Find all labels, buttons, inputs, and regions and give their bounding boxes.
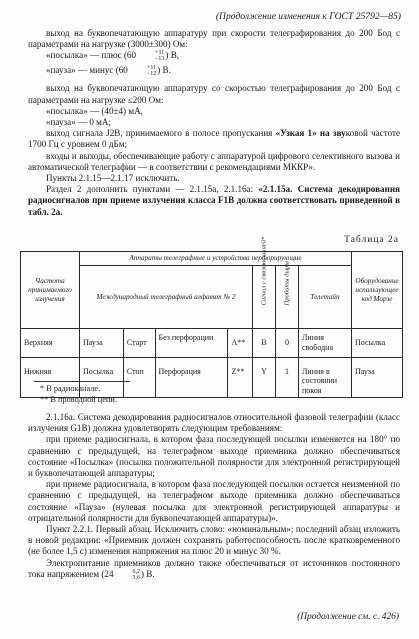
footnotes [40,384,117,405]
table-row [21,329,403,358]
tolerance: +11 −12 [146,65,157,78]
cell: B [253,329,276,358]
cell-frequency: Нижняя [21,357,80,398]
paragraph: Электропитание приемников должно также обеспечиваться от источников постоянного тока напряжением (24 6,2 3,6 ) В. [28,557,400,581]
cell: Старт [123,329,155,358]
paragraph: «пауза» — 0 мА; [46,117,112,128]
cell: Посылка [352,329,403,358]
paragraph: Раздел 2 дополнить пунктами — 2.1.15а, 2.1.16а: «2.1.15а. Система декодирования радиосигналов при приеме излучения класса F1B должна соответствовать приведенной в табл. 2а. [28,184,400,217]
paragraph: выход сигнала J2B, принимаемого в полосе пропускания «Узкая 1» на звуковой частоте 1700 Гц с уровнем 0 дБм; [28,128,401,150]
header-apparatus: Аппараты телеграфные и устройства перфорирующие [80,252,352,266]
paragraph: при приеме радиосигнала, в котором фаза последующей посылки остается неизменной по сравнению с предыдущей, на телеграфном выходе приемника должно обеспечиваться состояние «Пауза» (нулевая посылка для электронной регистрирующей аппаратуры и отрицательной полярности для буквопечатающей аппаратуры)». [28,479,400,523]
paragraph: входы и выходы, обеспечивающие работу с аппаратурой цифрового селективного вызова и автоматической телеграфии — в соответствии с рекомендациями МККР». [28,150,400,172]
paragraph: Пункт 2.2.1. Первый абзац. Исключить слово: «номинальным»; последний абзац изложить в новой редакции: «Приемник должен сохранять работоспособность после кратковременного (не более 1,5 с) изменения напряжения на плюс 20 и минус 30 %. [28,524,400,557]
footnote-divider [34,381,130,382]
cell: Z** [228,357,253,398]
tolerance: 6,2 3,6 [132,568,140,581]
cell: A** [228,329,253,358]
cell: Без перфорации [155,329,228,358]
cell-frequency: Верхняя [21,329,80,358]
paragraph: при приеме радиосигнала, в котором фаза последующей посылки изменяется на 180° по сравнению с предыдущей, на телеграфном выходе приемника должно обеспечиваться состояние «Посылка» (посылка положительной полярности для электронной регистрирующей и буквопечатающей аппаратуры; [28,434,400,479]
header-perforation: Пробиты дыры [276,266,299,329]
header-intl-alphabet: Международный телеграфный алфавит № 2 [80,266,253,329]
table-title: Таблица 2а [344,235,399,245]
footnote: * В радиоканале. [40,384,101,393]
header-morse: Оборудование использующее код Морзе [352,252,403,329]
header-frequency: Частота принимаемого излучения [21,252,80,329]
cell: Посылка [80,357,124,398]
body-block [28,412,400,581]
cell: Y [253,357,276,398]
tolerance: +11 −13 [155,50,165,63]
table-header-row [21,252,403,266]
paragraph: «посылка» — (40±4) мА, [46,105,143,116]
cell: Стоп [123,357,155,398]
header-teletype: Телетайп [299,266,352,329]
cell: Пауза [80,329,124,358]
paragraph: выход на буквопечатающую аппаратуру при скорости телеграфирования до 200 Бод с параметрами на нагрузке (3000±300) Ом: [28,28,400,50]
paragraph: 2.1.16а. Система декодирования радиосигналов относительной фазовой телеграфии (класс излучения G1B) должна удовлетворять следующим требованиям: [28,412,400,434]
intro-block [28,28,400,218]
paragraph: Пункты 2.1.15—2.1.17 исключить. [46,173,180,184]
cell: Перфорация [155,357,228,398]
header-signal: Сигнал с связью линией* [253,266,276,329]
cell: 1 [276,357,299,398]
footnote: ** В проводной цепи. [40,394,117,404]
cell: Линия в состоянии покоя [299,357,352,398]
positive-signal-line: «посылка» — плюс (60 +11 −13 ) В, [46,50,180,63]
page-header: (Продолжение изменения к ГОСТ 25792—85) [215,11,401,22]
cell: Пауза [352,357,403,398]
negative-signal-line: «пауза» — минус (60 +11 −12 ) В. [46,65,171,78]
page-footer: (Продолжение см. с. 426) [297,612,399,622]
cell: 0 [276,329,299,358]
cell: Линия свободна [299,329,352,358]
paragraph: выход на буквопечатающую аппаратуру со скоростью телеграфирования до 200 Бод с параметрами на нагрузке ≤200 Ом: [28,83,400,105]
